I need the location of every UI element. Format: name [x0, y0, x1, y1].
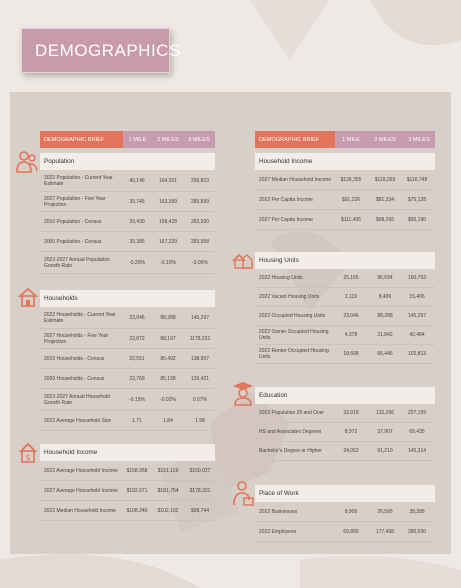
row-value-2: 85,492 — [160, 355, 176, 362]
household-income-icon — [17, 440, 39, 464]
row-value-3: 42,484 — [409, 332, 425, 338]
row-value-1: 22,551 — [129, 355, 145, 362]
population-icon — [16, 150, 38, 174]
row-value-3: $98,744 — [190, 507, 210, 514]
row-label: 2022 Per Capita Income — [259, 196, 313, 203]
row-value-3: 280,530 — [407, 528, 427, 535]
row-value-2: 88,288 — [160, 314, 176, 321]
row-value-3: 15,406 — [409, 294, 425, 300]
row-value-2: -0.02% — [160, 396, 176, 403]
row-value-3: $178,331 — [189, 487, 211, 494]
table-row — [40, 252, 215, 274]
right-housing-section-label: Housing Units — [255, 252, 435, 269]
row-value-2: 21,842 — [377, 332, 393, 338]
row-value-2: 85,198 — [160, 375, 176, 382]
row-value-3: 102,813 — [407, 351, 427, 357]
row-label: 2022 Renter Occupied Housing Units — [259, 348, 329, 360]
row-value-2: 88,288 — [377, 313, 393, 319]
row-value-1: 2,119 — [344, 294, 358, 300]
row-label: 2022 Population 25 and Over — [259, 410, 325, 416]
table-row — [40, 192, 215, 212]
table-row — [40, 461, 215, 481]
row-value-2: 91,210 — [377, 448, 393, 454]
page-title: DEMOGRAPHICS — [35, 41, 181, 60]
row-value-1: 39,385 — [129, 238, 145, 245]
row-value-3: 138,907 — [190, 355, 210, 362]
row-label: 2027 Population - Five Year Projection — [44, 195, 106, 208]
right-income-section-label: Household Income — [255, 153, 435, 170]
table-row — [255, 522, 435, 542]
row-value-2: 164,201 — [158, 177, 178, 184]
row-label: 2022 Owner Occupied Housing Units — [259, 329, 329, 341]
row-label: 2022 Employees — [259, 528, 297, 535]
right-work-section-label: Place of Work — [255, 485, 435, 502]
table-row — [255, 210, 435, 230]
place-of-work-icon — [232, 480, 254, 506]
row-value-3: 139,421 — [190, 375, 210, 382]
row-value-2: 66,446 — [377, 351, 393, 357]
row-value-1: 39,430 — [129, 218, 145, 225]
header-miles — [123, 131, 215, 148]
row-label: 2022-2027 Annual Household Growth Rate — [44, 393, 110, 406]
row-value-3: $75,128 — [407, 196, 427, 203]
row-value-1: 23,046 — [343, 313, 359, 319]
row-value-3: 145,297 — [190, 314, 210, 321]
header-2-miles: 2 MILES — [157, 136, 179, 143]
row-label: 2022 Households - Current Year Estimate — [44, 311, 116, 324]
row-value-3: 0.07% — [192, 396, 208, 403]
row-label: 2022 Occupied Housing Units — [259, 313, 326, 319]
row-value-1: 8,900 — [344, 508, 358, 515]
row-value-2: 177,498 — [375, 528, 395, 535]
row-value-1: $91,226 — [341, 196, 361, 203]
row-value-1: $158,958 — [126, 467, 148, 474]
left-population-section-label: Population — [40, 153, 215, 170]
row-value-3: 283,920 — [190, 218, 210, 225]
row-value-1: $108,240 — [126, 507, 148, 514]
row-value-1: 23,046 — [129, 314, 145, 321]
header-3-miles-right: 3 MILES — [408, 136, 430, 143]
row-value-3: 38,388 — [409, 508, 425, 515]
row-label: 2027 Per Capita Income — [259, 216, 313, 223]
row-value-1: 22,769 — [129, 375, 145, 382]
table-row — [40, 369, 215, 389]
table-row — [40, 389, 215, 411]
row-value-1: -0.15% — [129, 396, 145, 403]
table-row — [255, 288, 435, 307]
row-value-1: 39,745 — [129, 198, 145, 205]
table-row — [40, 411, 215, 431]
row-value-1: 8,972 — [344, 429, 358, 435]
table-row — [255, 307, 435, 326]
education-icon — [232, 380, 254, 406]
table-row — [255, 345, 435, 364]
table-row — [255, 423, 435, 442]
row-label: 2010 Households - Census — [44, 355, 105, 362]
row-value-2: $151,119 — [157, 467, 179, 474]
table-row — [255, 190, 435, 210]
row-value-3: 69,435 — [409, 429, 425, 435]
row-value-2: 159,428 — [158, 218, 178, 225]
table-row — [255, 170, 435, 190]
row-value-2: 1.84 — [163, 417, 173, 424]
row-value-3: $116,748 — [406, 176, 428, 183]
svg-text:$: $ — [25, 453, 31, 462]
row-value-2: $102,102 — [157, 507, 179, 514]
header-brief: DEMOGRAPHIC BRIEF — [40, 131, 123, 148]
row-value-2: 163,399 — [158, 198, 178, 205]
row-label: 2027 Households - Five Year Projection — [44, 332, 109, 345]
row-label: HS and Associates Degrees — [259, 429, 322, 435]
row-value-2: 96,694 — [377, 275, 393, 281]
table-row — [255, 269, 435, 288]
row-value-2: $81,334 — [375, 196, 395, 203]
row-value-1: $192,671 — [126, 487, 148, 494]
row-value-2: 88,197 — [160, 335, 176, 342]
header-1-mile-right: 1 MILE — [342, 136, 360, 143]
table-row — [40, 349, 215, 369]
row-value-1: 4,378 — [344, 332, 358, 338]
row-label: 2022 Population - Current Year Estimate — [44, 174, 113, 187]
row-label: 2027 Median Household Income — [259, 176, 331, 183]
row-label: 2010 Population - Census — [44, 218, 102, 225]
row-label: 2000 Households - Census — [44, 375, 105, 382]
table-row — [40, 170, 215, 192]
row-value-1: -0.20% — [129, 259, 145, 266]
table-row — [40, 501, 215, 521]
row-value-2: 37,907 — [377, 429, 393, 435]
row-label: 2022 Businesses — [259, 508, 298, 515]
row-label: 2022 Housing Units — [259, 275, 303, 281]
row-label: 2022 Vacant Housing Units — [259, 294, 320, 300]
row-value-3: 283,958 — [190, 238, 210, 245]
table-row — [255, 442, 435, 461]
right-table-header — [255, 131, 435, 148]
row-value-1: 69,890 — [343, 528, 359, 535]
header-2-miles-right: 2 MILES — [374, 136, 396, 143]
row-value-2: $181,754 — [157, 487, 179, 494]
row-value-3: 145,297 — [407, 313, 427, 319]
table-row — [40, 329, 215, 349]
row-value-3: 289,899 — [190, 198, 210, 205]
row-value-1: 18,668 — [343, 351, 359, 357]
table-row — [40, 481, 215, 501]
header-miles-right — [335, 131, 435, 148]
left-income-section-label: Household Income — [40, 444, 215, 461]
table-row — [40, 307, 215, 329]
table-row — [255, 404, 435, 423]
row-label: 2022 Median Household Income — [44, 507, 116, 514]
row-label: 2022 Average Household Income — [44, 467, 118, 474]
households-icon — [17, 287, 39, 307]
row-value-2: 26,566 — [377, 508, 393, 515]
table-row — [40, 232, 215, 252]
page-title-box — [21, 28, 181, 73]
row-value-2: 132,256 — [375, 410, 395, 416]
row-value-3: $90,190 — [407, 216, 427, 223]
row-label: 2027 Average Household Income — [44, 487, 118, 494]
row-value-1: 40,146 — [129, 177, 145, 184]
row-value-1: 1.71 — [132, 417, 142, 424]
row-value-1: 25,165 — [343, 275, 359, 281]
left-table-header — [40, 131, 215, 148]
row-value-2: -0.10% — [160, 259, 176, 266]
header-1-mile: 1 MILE — [128, 136, 147, 143]
row-value-1: 33,918 — [343, 410, 359, 416]
table-row — [255, 502, 435, 522]
housing-units-icon — [231, 252, 253, 270]
row-value-3: -0.06% — [192, 259, 208, 266]
row-value-1: 24,052 — [343, 448, 359, 454]
row-value-2: 8,406 — [378, 294, 392, 300]
row-value-1: $126,355 — [340, 176, 362, 183]
row-label: 2000 Population - Census — [44, 238, 102, 245]
row-value-1: 22,872 — [129, 335, 145, 342]
row-value-2: $119,269 — [374, 176, 396, 183]
row-value-3: 1.98 — [195, 417, 205, 424]
row-value-3: 1178,231 — [189, 335, 211, 342]
row-value-2: $98,266 — [375, 216, 395, 223]
right-education-section-label: Education — [255, 387, 435, 404]
row-label: 2022 Average Household Size — [44, 417, 112, 424]
row-value-3: 160,703 — [407, 275, 427, 281]
table-row — [255, 326, 435, 345]
left-households-section-label: Households — [40, 290, 215, 307]
header-3-miles: 3 MILES — [188, 136, 210, 143]
row-label: 2022-2027 Annual Population Growth Rate — [44, 256, 110, 269]
table-row — [40, 212, 215, 232]
row-label: Bachelor's Degree or Higher — [259, 448, 322, 454]
row-value-3: $150,027 — [189, 467, 211, 474]
header-brief-right: DEMOGRAPHIC BRIEF — [255, 131, 335, 148]
row-value-3: 227,159 — [407, 410, 427, 416]
row-value-3: 290,823 — [190, 177, 210, 184]
row-value-3: 145,314 — [407, 448, 427, 454]
row-value-1: $111,405 — [340, 216, 362, 223]
row-value-2: 157,229 — [158, 238, 178, 245]
